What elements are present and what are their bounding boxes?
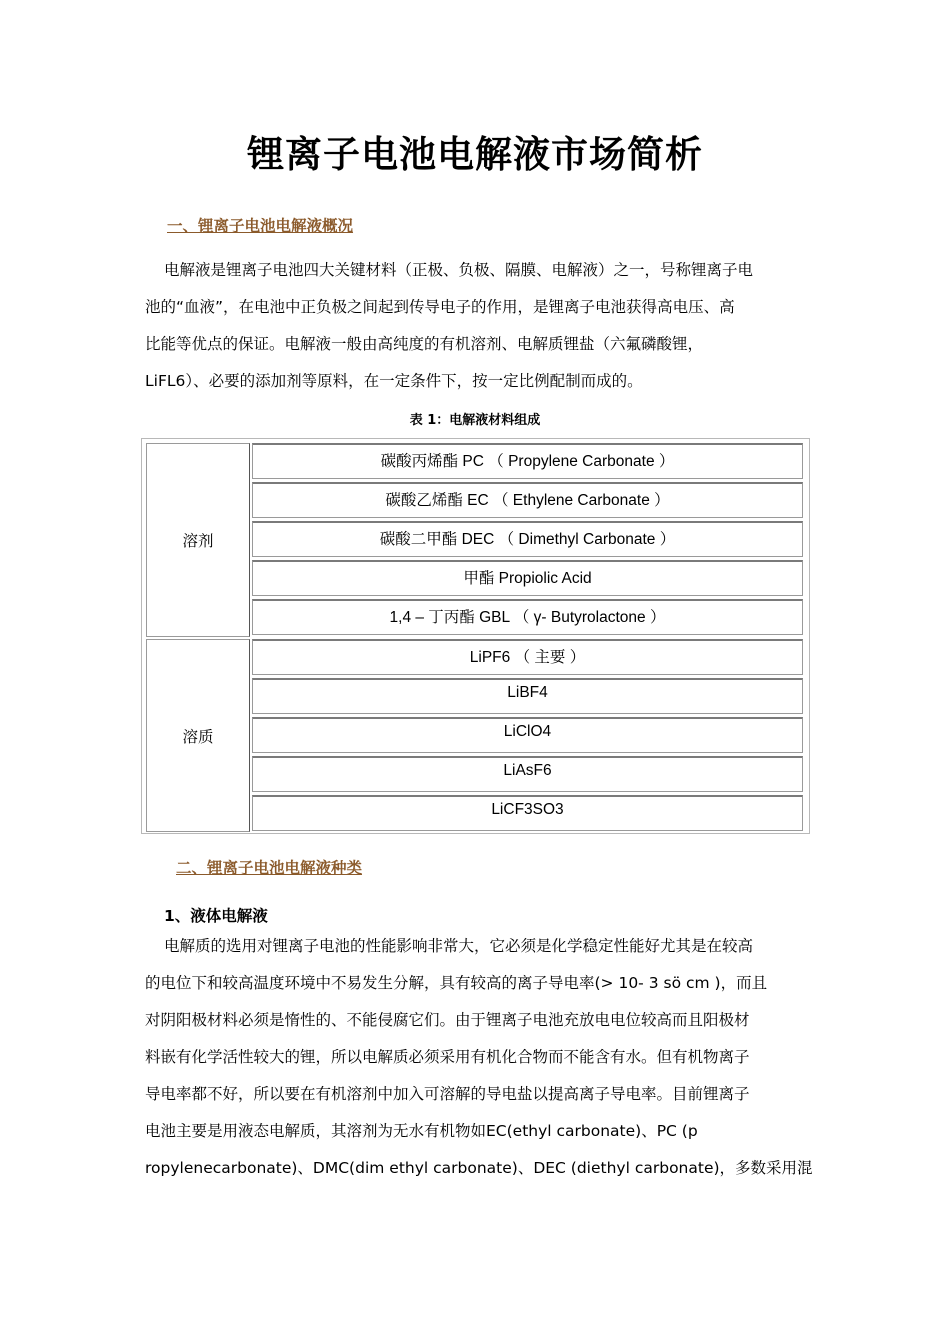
table-cell: LiPF6 （ 主要 ）: [252, 639, 803, 675]
table-cell: 碳酸乙烯酯 EC （ Ethylene Carbonate ）: [252, 482, 803, 518]
paragraph-line: ropylenecarbonate)、DMC(dim ethyl carbonate)、DEC (diethyl carbonate)，多数采用混: [145, 1159, 813, 1177]
table-cell: 碳酸丙烯酯 PC （ Propylene Carbonate ）: [252, 443, 803, 479]
section1-heading: 一、锂离子电池电解液概况: [167, 217, 354, 235]
section2-heading: 二、锂离子电池电解液种类: [176, 859, 363, 877]
paragraph-line: 料嵌有化学活性较大的锂，所以电解质必须采用有机化合物而不能含有水。但有机物离子: [145, 1048, 750, 1066]
paragraph-line: 电解质的选用对锂离子电池的性能影响非常大，它必须是化学稳定性能好尤其是在较高: [164, 937, 754, 955]
paragraph-line: LiFL6）、必要的添加剂等原料，在一定条件下，按一定比例配制而成的。: [145, 372, 643, 390]
table-cell: 甲酯 Propiolic Acid: [252, 560, 803, 596]
paragraph-line: 电解液是锂离子电池四大关键材料（正极、负极、隔膜、电解液）之一，号称锂离子电: [164, 261, 754, 279]
section1-paragraph: [145, 252, 805, 400]
paragraph-line: 池的“血液”，在电池中正负极之间起到传导电子的作用，是锂离子电池获得高电压、高: [145, 298, 735, 316]
section2-subheading: 1、液体电解液: [164, 907, 268, 925]
table-cell: 碳酸二甲酯 DEC （ Dimethyl Carbonate ）: [252, 521, 803, 557]
section2-paragraph: [145, 928, 813, 1187]
table-group-label: 溶质: [146, 639, 250, 832]
paragraph-line: 比能等优点的保证。电解液一般由高纯度的有机溶剂、电解质锂盐（六氟磷酸锂，: [145, 335, 704, 353]
paragraph-line: 电池主要是用液态电解质，其溶剂为无水有机物如EC(ethyl carbonate)、PC (p: [145, 1122, 698, 1140]
paragraph-line: 导电率都不好，所以要在有机溶剂中加入可溶解的导电盐以提高离子导电率。目前锂离子: [145, 1085, 750, 1103]
paragraph-line: 对阴阳极材料必须是惰性的、不能侵腐它们。由于锂离子电池充放电电位较高而且阳极材: [145, 1011, 750, 1029]
table-caption: 表 1：电解液材料组成: [409, 413, 541, 428]
paragraph-line: 的电位下和较高温度环境中不易发生分解，具有较高的离子导电率(> 10- 3 sö cm )，而且: [145, 974, 768, 992]
table-cell: LiBF4: [252, 678, 803, 714]
table-cell: LiAsF6: [252, 756, 803, 792]
table-cell: LiCF3SO3: [252, 795, 803, 831]
table-group-label: 溶剂: [146, 443, 250, 637]
table-cell: LiClO4: [252, 717, 803, 753]
composition-table: [141, 438, 810, 834]
table-cell: 1,4 – 丁丙酯 GBL （ γ- Butyrolactone ）: [252, 599, 803, 635]
page-title: 锂离子电池电解液市场简析: [247, 133, 703, 176]
